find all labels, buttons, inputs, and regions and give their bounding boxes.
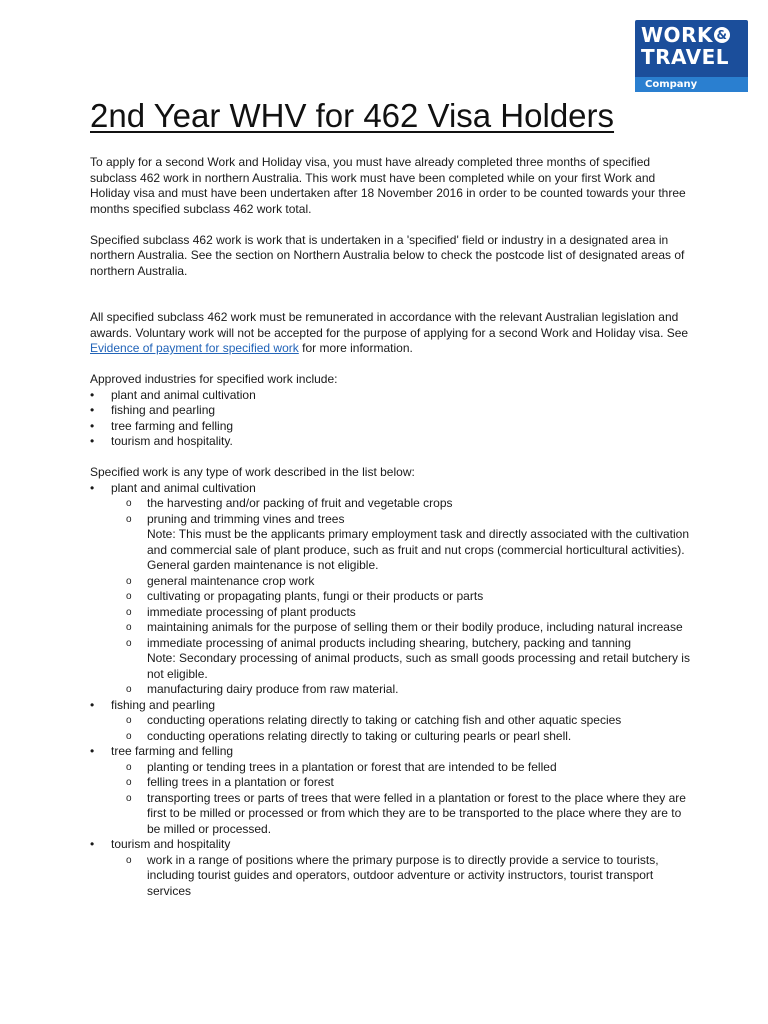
specified-work-list: [90, 481, 690, 900]
category-tree-farming: [90, 744, 690, 837]
logo-word-travel: TRAVEL: [641, 45, 730, 69]
paragraph-specified-definition: Specified subclass 462 work is work that is undertaken in a 'specified' field or industry in a designated area in northern Australia. See the section on Northern Australia below to check the postcode list of designated areas of northern Australia.: [90, 232, 685, 278]
list-item: o cultivating or propagating plants, fungi or their products or parts: [111, 589, 690, 605]
industries-intro: Approved industries for specified work include:: [90, 372, 338, 386]
list-item: o transporting trees or parts of trees that were felled in a plantation or forest to the place where they are first to be milled or processed or from which they are to be transported to the place where they are to be milled or processed.: [111, 791, 690, 838]
note-text: Note: This must be the applicants primary employment task and directly associated with the cultivation and commercial sale of plant produce, such as fruit and nut crops (commercial horticultural activities). General garden maintenance is not eligible.: [147, 527, 690, 572]
paragraph-remuneration: [90, 310, 690, 357]
list-item: o manufacturing dairy produce from raw material.: [111, 682, 690, 698]
list-item: [111, 636, 690, 683]
remuneration-text-end: for more information.: [298, 341, 413, 355]
paragraph-intro: To apply for a second Work and Holiday visa, you must have already completed three months of specified subclass 462 work in northern Australia. This work must have been completed while on your first Work and Holiday visa and must have been undertaken after 18 November 2016 in order to be counted towards your three months specified subclass 462 work total.: [90, 155, 686, 216]
note-text: Note: Secondary processing of animal products, such as small goods processing and retail butchery is not eligible.: [147, 651, 690, 681]
logo-word-company: Company: [635, 77, 748, 92]
logo-ampersand: &: [714, 27, 730, 43]
list-item: • fishing and pearling: [90, 403, 690, 419]
list-item: o the harvesting and/or packing of fruit and vegetable crops: [111, 496, 690, 512]
subitems-list: [111, 713, 690, 744]
category-label: plant and animal cultivation: [111, 480, 256, 495]
list-item: • plant and animal cultivation: [90, 388, 690, 404]
list-item: o felling trees in a plantation or forest: [111, 775, 690, 791]
category-plant-animal: [90, 481, 690, 698]
list-item: o conducting operations relating directly to taking or culturing pearls or pearl shell.: [111, 729, 690, 745]
logo-word-work: WORK: [641, 23, 713, 47]
evidence-of-payment-link[interactable]: Evidence of payment for specified work: [90, 341, 299, 355]
list-item: o general maintenance crop work: [111, 574, 690, 590]
list-item: o conducting operations relating directly to taking or catching fish and other aquatic species: [111, 713, 690, 729]
subitems-list: [111, 853, 690, 900]
list-item: o immediate processing of plant products: [111, 605, 690, 621]
category-label: tree farming and felling: [111, 744, 234, 758]
category-fishing-pearling: [90, 698, 690, 745]
specified-work-intro: Specified work is any type of work described in the list below:: [90, 465, 415, 479]
subitems-list: [111, 496, 690, 698]
list-item: [111, 512, 690, 574]
list-item: • tourism and hospitality.: [90, 434, 690, 450]
work-and-travel-logo: [635, 20, 748, 92]
category-label: tourism and hospitality: [111, 837, 231, 851]
subitems-list: [111, 760, 690, 838]
list-item: o planting or tending trees in a plantation or forest that are intended to be felled: [111, 760, 690, 776]
document-body: [90, 155, 690, 899]
remuneration-text: All specified subclass 462 work must be remunerated in accordance with the relevant Australian legislation and awards. Voluntary work will not be accepted for the purpose of applying for a second Work and Holiday visa. See: [90, 310, 689, 340]
category-label: fishing and pearling: [111, 697, 216, 712]
list-item-text: pruning and trimming vines and trees: [147, 511, 345, 526]
list-item-text: immediate processing of animal products including shearing, butchery, packing and tanning: [147, 635, 632, 650]
list-item: • tree farming and felling: [90, 419, 690, 435]
page-title: 2nd Year WHV for 462 Visa Holders: [90, 97, 615, 134]
list-item: o maintaining animals for the purpose of selling them or their bodily produce, including natural increase: [111, 620, 690, 636]
industries-list: [90, 388, 690, 450]
list-item: o work in a range of positions where the primary purpose is to directly provide a service to tourists, including tourist guides and operators, outdoor adventure or activity instructors, tourist transport services: [111, 853, 690, 900]
category-tourism-hospitality: [90, 837, 690, 899]
